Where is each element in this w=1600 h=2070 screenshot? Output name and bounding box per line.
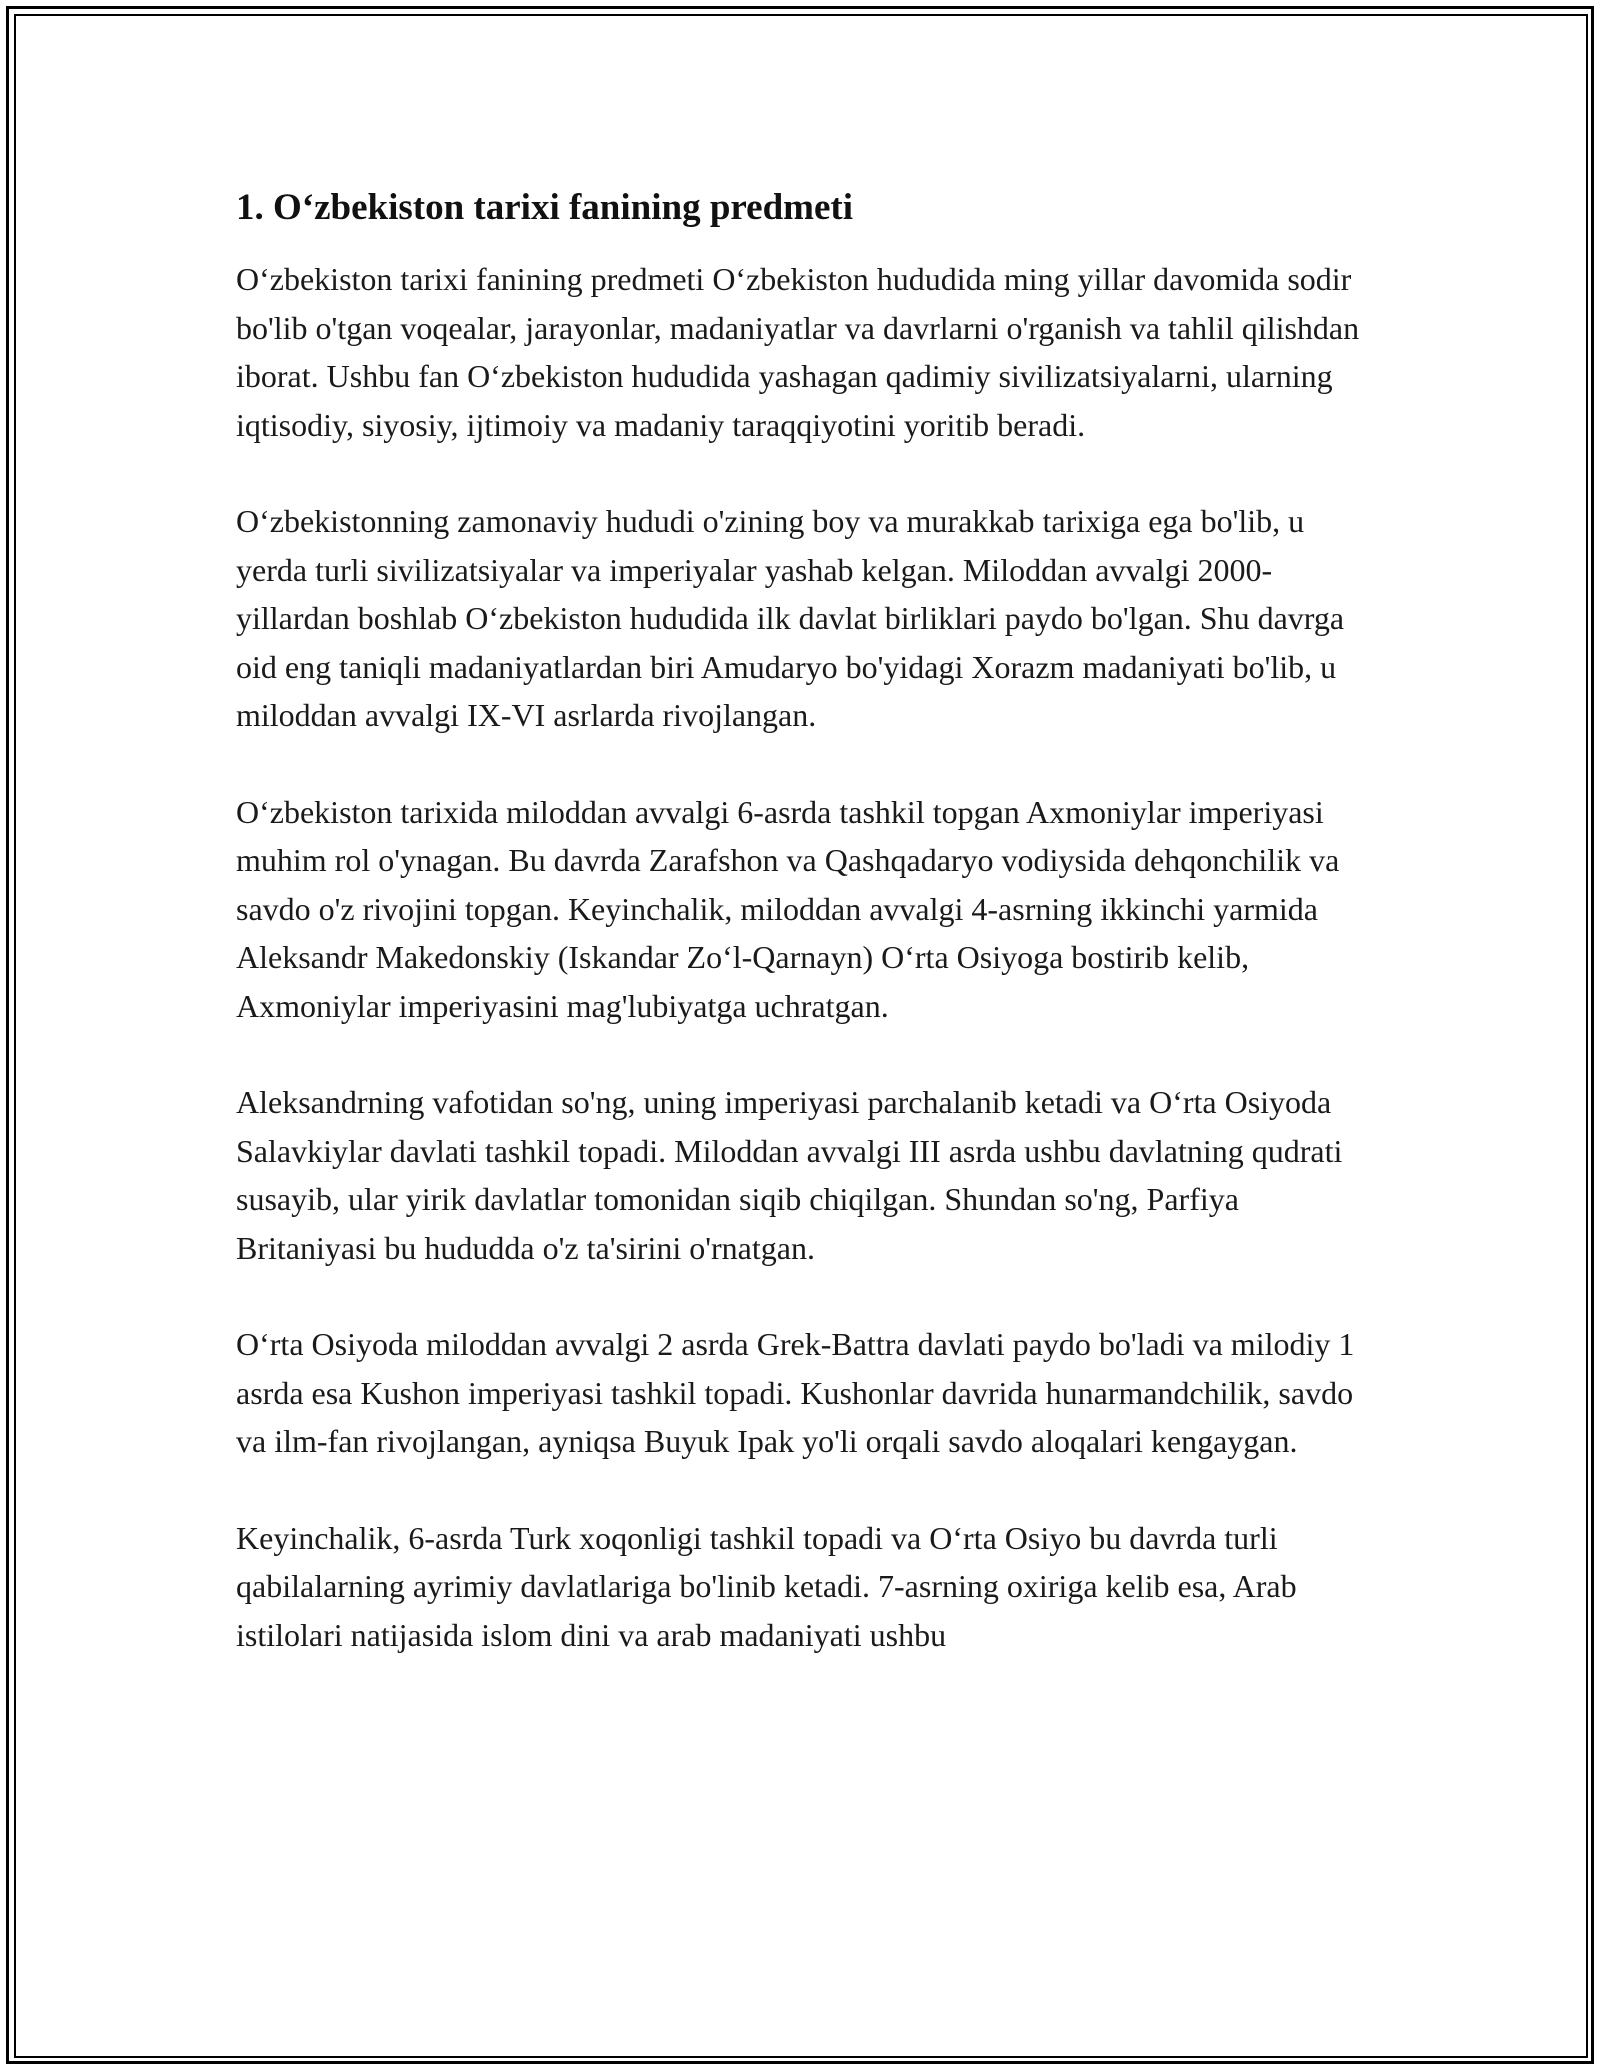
paragraph-2: O‘zbekistonning zamonaviy hududi o'zining boy va murakkab tarixiga ega bo'lib, u yerda turli sivilizatsiyalar va imperiyalar yashab kelgan. Miloddan avvalgi 2000-yillardan boshlab O‘zbekiston hududida ilk davlat birliklari paydo bo'lgan. Shu davrga oid eng taniqli madaniyatlardan biri Amudaryo bo'yidagi Xorazm madaniyati bo'lib, u miloddan avvalgi IX-VI asrlarda rivojlangan. [236,503,1345,733]
paragraph-1: O‘zbekiston tarixi fanining predmeti O‘zbekiston hududida ming yillar davomida sodir bo'lib o'tgan voqealar, jarayonlar, madaniyatlar va davrlarni o'rganish va tahlil qilishdan iborat. Ushbu fan O‘zbekiston hududida yashagan qadimiy sivilizatsiyalarni, ularning iqtisodiy, siyosiy, ijtimoiy va madaniy taraqqiyotini yoritib beradi. [236,261,1360,443]
paragraph-4: Aleksandrning vafotidan so'ng, uning imperiyasi parchalanib ketadi va O‘rta Osiyoda Salavkiylar davlati tashkil topadi. Miloddan avvalgi III asrda ushbu davlatning qudrati susayib, ular yirik davlatlar tomonidan siqib chiqilgan. Shundan so'ng, Parfiya Britaniyasi bu hududda o'z ta'sirini o'rnatgan. [236,1084,1343,1266]
paragraph-6: Keyinchalik, 6-asrda Turk xoqonligi tashkil topadi va O‘rta Osiyo bu davrda turli qabilalarning ayrimiy davlatlariga bo'linib ketadi. 7-asrning oxiriga kelib esa, Arab istilolari natijasida islom dini va arab madaniyati ushbu [236,1519,1297,1653]
section-heading: 1. O‘zbekiston tarixi fanining predmeti [236,187,854,228]
paragraph-5: O‘rta Osiyoda miloddan avvalgi 2 asrda Grek-Battra davlati paydo bo'ladi va milodiy 1 asrda esa Kushon imperiyasi tashkil topadi. Kushonlar davrida hunarmandchilik, savdo va ilm-fan rivojlangan, ayniqsa Buyuk Ipak yo'li orqali savdo aloqalari kengaygan. [236,1326,1355,1459]
document-body [236,186,1376,1707]
paragraph-3: O‘zbekiston tarixida miloddan avvalgi 6-asrda tashkil topgan Axmoniylar imperiyasi muhim rol o'ynagan. Bu davrda Zarafshon va Qashqadaryo vodiysida dehqonchilik va savdo o'z rivojini topgan. Keyinchalik, miloddan avvalgi 4-asrning ikkinchi yarmida Aleksandr Makedonskiy (Iskandar Zo‘l-Qarnayn) O‘rta Osiyoga bostirib kelib, Axmoniylar imperiyasini mag'lubiyatga uchratgan. [236,793,1340,1024]
